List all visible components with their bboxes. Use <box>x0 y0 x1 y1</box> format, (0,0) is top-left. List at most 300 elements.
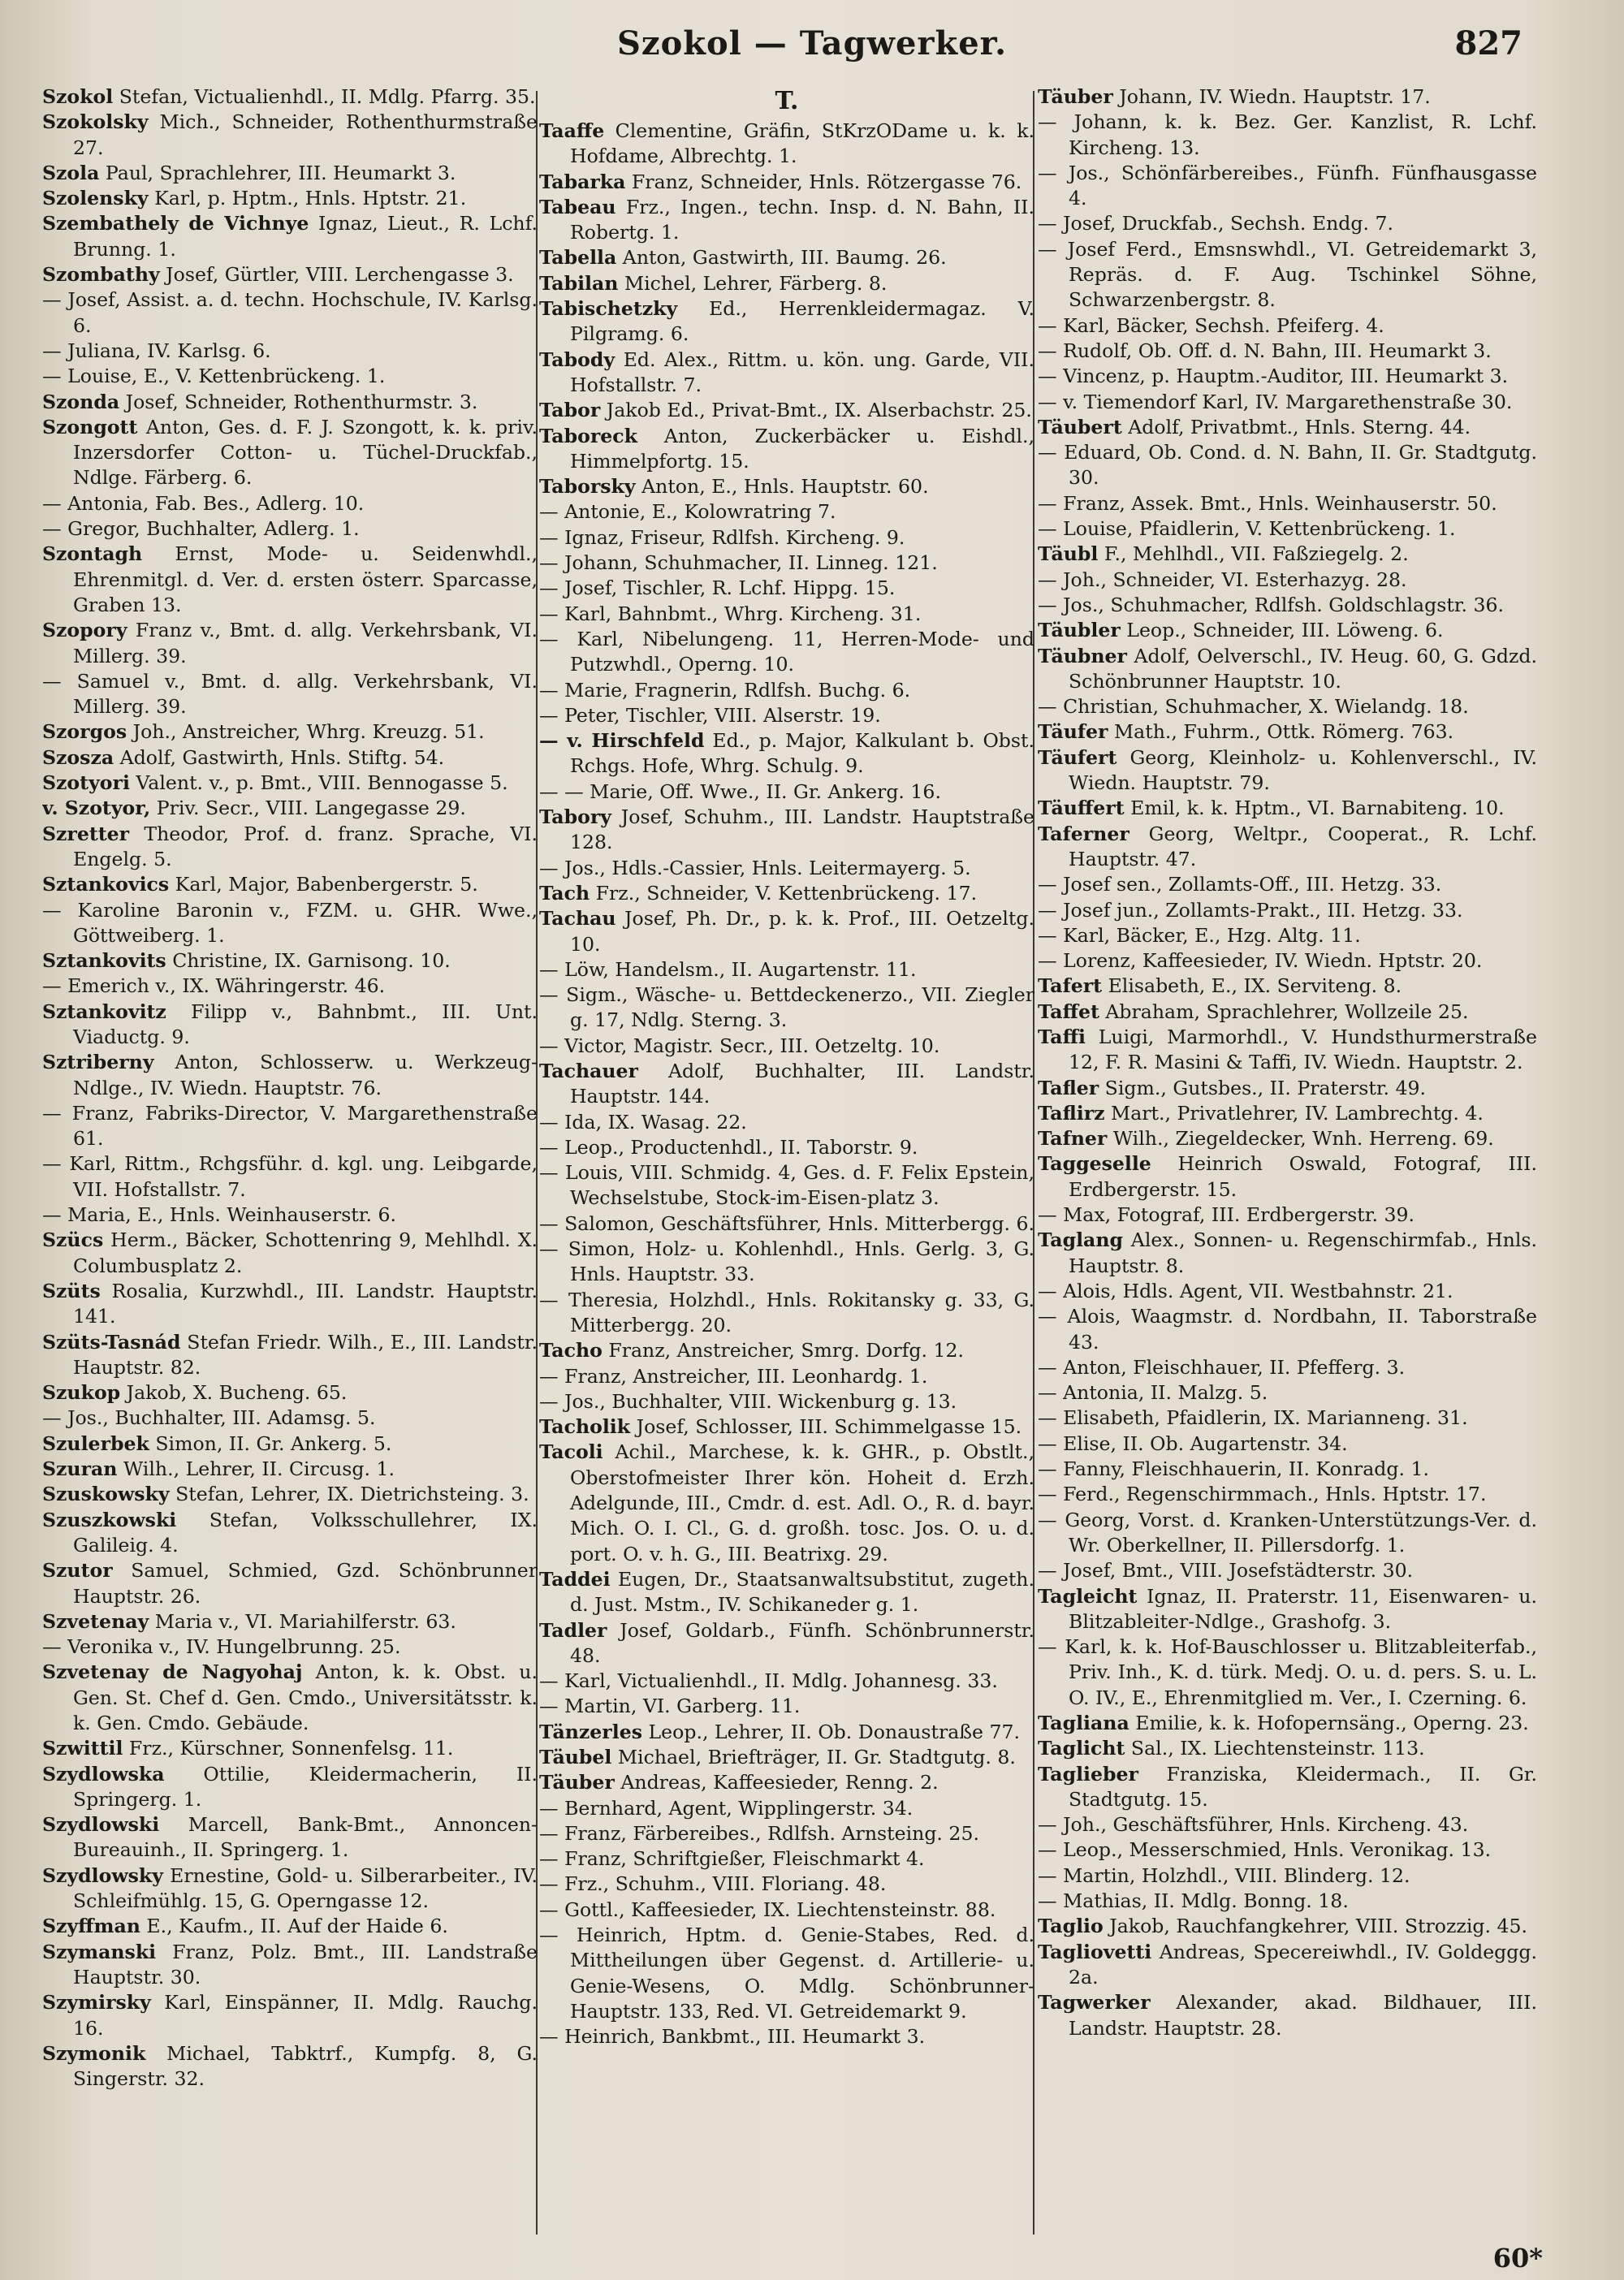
entry-details: — Theresia, Holzhdl., Hnls. Rokitansky g. 33, G. Mitterbergg. 20. <box>539 1288 1034 1336</box>
directory-entry <box>42 1914 538 1939</box>
entry-details: — Peter, Tischler, VIII. Alserstr. 19. <box>539 703 881 727</box>
column-middle <box>539 84 1034 2236</box>
page-title: Szokol — Tagwerker. <box>617 24 1007 63</box>
directory-entry <box>42 516 538 542</box>
entry-details: Clementine, Gräfin, StKrzODame u. k. k. Hofdame, Albrechtg. 1. <box>570 119 1034 168</box>
entry-surname: Taflirz <box>1038 1101 1105 1125</box>
entry-details: — Elise, II. Ob. Augartenstr. 34. <box>1038 1431 1348 1455</box>
directory-entry <box>1038 1380 1537 1406</box>
directory-entry <box>42 1660 538 1736</box>
entry-details: Frz., Schneider, V. Kettenbrückeng. 17. <box>590 881 978 905</box>
entry-details: Wilh., Ziegeldecker, Wnh. Herreng. 69. <box>1107 1127 1494 1151</box>
directory-entry <box>539 602 1034 627</box>
directory-entry <box>539 1389 1034 1414</box>
directory-entry <box>1038 161 1537 212</box>
entry-details: — Josef jun., Zollamts-Prakt., III. Hetzg. 33. <box>1038 898 1463 922</box>
entry-details: Leop., Schneider, III. Löweng. 6. <box>1120 619 1444 642</box>
directory-entry <box>1038 1558 1537 1583</box>
entry-surname: v. Szotyor, <box>42 797 151 820</box>
entry-surname: Szüts-Tasnád <box>42 1330 181 1354</box>
entry-details: Marcell, Bank-Bmt., Annoncen-Bureauinh., II. Springerg. 1. <box>73 1813 538 1862</box>
entry-details: — Karl, k. k. Hof-Bauschlosser u. Blitzableiterfab., Priv. Inh., K. d. türk. Medj. O. u. d. pers. S. u. L. O. IV., E., Ehrenmitglied m. Ver., I. Czerning. 6. <box>1038 1635 1537 1709</box>
entry-surname: Szorgos <box>42 720 127 744</box>
directory-entry <box>539 1898 1034 1923</box>
directory-entry <box>1038 1508 1537 1559</box>
directory-entry <box>539 1770 1034 1795</box>
directory-entry <box>42 796 538 821</box>
entry-surname: Szyffman <box>42 1915 140 1938</box>
entry-details: — Jos., Buchhalter, III. Adamsg. 5. <box>42 1406 376 1430</box>
directory-entry <box>42 771 538 796</box>
directory-entry <box>42 2041 538 2092</box>
directory-entry <box>42 618 538 669</box>
entry-details: Adolf, Privatbmt., Hnls. Sterng. 44. <box>1121 415 1471 438</box>
entry-details: — Mathias, II. Mdlg. Bonng. 18. <box>1038 1889 1349 1913</box>
entry-details: — Jos., Buchhalter, VIII. Wickenburg g. 13. <box>539 1389 957 1413</box>
entry-details: Anton, Gastwirth, III. Baumg. 26. <box>616 246 947 270</box>
entry-surname: Tafler <box>1038 1076 1099 1099</box>
entry-details: Franz, Polz. Bmt., III. Landstraße Hauptstr. 30. <box>73 1940 538 1989</box>
entry-details: Josef, Ph. Dr., p. k. k. Prof., III. Oetzeltg. 10. <box>570 907 1034 956</box>
entry-details: — Johann, k. k. Bez. Ger. Kanzlist, R. Lchf. Kircheng. 13. <box>1038 110 1537 159</box>
directory-entry <box>1038 1634 1537 1711</box>
entry-details: — Karl, Rittm., Rchgsführ. d. kgl. ung. Leibgarde, VII. Hofstallstr. 7. <box>42 1152 538 1201</box>
directory-entry <box>539 245 1034 270</box>
entry-details: Josef, Goldarb., Fünfh. Schönbrunnerstr. 48. <box>570 1618 1034 1667</box>
directory-entry <box>42 1762 538 1813</box>
directory-entry <box>1038 618 1537 643</box>
entry-details: — Antonia, Fab. Bes., Adlerg. 10. <box>42 491 365 515</box>
directory-entry <box>1038 1736 1537 1761</box>
directory-entry <box>42 161 538 186</box>
directory-entry <box>42 110 538 161</box>
entry-surname: Taferner <box>1038 822 1129 845</box>
entry-details: — Christian, Schuhmacher, X. Wielandg. 18. <box>1038 695 1469 719</box>
entry-details: — Martin, VI. Garberg. 11. <box>539 1695 801 1718</box>
entry-details: — Josef, Druckfab., Sechsh. Endg. 7. <box>1038 212 1393 235</box>
entry-details: E., Kaufm., II. Auf der Haide 6. <box>140 1915 448 1938</box>
entry-surname: Tänzerles <box>539 1720 642 1743</box>
entry-details: Karl, p. Hptm., Hnls. Hptstr. 21. <box>148 187 467 210</box>
entry-details: — Karl, Victualienhdl., II. Mdlg. Johannesg. 33. <box>539 1669 998 1693</box>
entry-details: Franziska, Kleidermach., II. Gr. Stadtgutg. 15. <box>1069 1762 1537 1811</box>
directory-entry <box>42 1406 538 1431</box>
entry-details: — Franz, Färbereibes., Rdlfsh. Arnsteing. 25. <box>539 1821 979 1845</box>
directory-entry <box>1038 1457 1537 1482</box>
entry-surname: Taaffe <box>539 119 605 142</box>
entry-surname: Taggeselle <box>1038 1152 1151 1176</box>
directory-entry <box>1038 568 1537 593</box>
entry-surname: Täubel <box>539 1746 612 1768</box>
entry-surname: Täuber <box>539 1771 615 1794</box>
entry-details: Stefan Friedr. Wilh., E., III. Landstr. Hauptstr. 82. <box>73 1330 538 1379</box>
directory-entry <box>539 881 1034 906</box>
directory-entry <box>42 1050 538 1101</box>
entry-details: — Rudolf, Ob. Off. d. N. Bahn, III. Heumarkt 3. <box>1038 339 1492 362</box>
directory-entry <box>539 2024 1034 2049</box>
directory-entry <box>539 1745 1034 1770</box>
entry-details: Michel, Lehrer, Färberg. 8. <box>618 271 888 295</box>
entry-details: Joh., Anstreicher, Whrg. Kreuzg. 51. <box>127 720 485 744</box>
directory-entry <box>42 211 538 262</box>
entry-surname: Täufer <box>1038 720 1108 744</box>
entry-details: Simon, II. Gr. Ankerg. 5. <box>149 1431 392 1455</box>
entry-surname: Sztankovitz <box>42 1000 166 1023</box>
entry-surname: Szutor <box>42 1559 113 1583</box>
entry-surname: Szücs <box>42 1229 104 1252</box>
entry-surname: Szüts <box>42 1279 101 1302</box>
directory-entry <box>1038 822 1537 873</box>
directory-entry <box>539 1720 1034 1745</box>
entry-surname: Tachau <box>539 907 616 931</box>
directory-entry <box>1038 1355 1537 1380</box>
entry-surname: Szosza <box>42 745 114 769</box>
entry-surname: Tabory <box>539 805 611 829</box>
directory-entry <box>42 1609 538 1634</box>
entry-details: Eugen, Dr., Staatsanwaltsubstitut, zugeth. d. Just. Mstm., IV. Schikaneder g. 1. <box>570 1567 1034 1617</box>
entry-surname: Szwittil <box>42 1737 123 1760</box>
directory-entry <box>1038 1431 1537 1457</box>
entry-details: Ernst, Mode- u. Seidenwhdl., Ehrenmitgl. d. Ver. d. ersten österr. Sparcasse, Graben 13. <box>73 542 538 616</box>
directory-entry <box>539 474 1034 499</box>
entry-details: Sigm., Gutsbes., II. Praterstr. 49. <box>1099 1076 1427 1099</box>
entry-surname: Szretter <box>42 822 130 845</box>
directory-entry <box>1038 1025 1537 1076</box>
entry-details: Johann, IV. Wiedn. Hauptstr. 17. <box>1112 85 1431 108</box>
entry-surname: Szvetenay <box>42 1609 149 1633</box>
entry-surname: Tabilan <box>539 271 619 295</box>
entry-details: Christine, IX. Garnisong. 10. <box>166 949 451 973</box>
directory-entry <box>539 119 1034 170</box>
entry-details: Elisabeth, E., IX. Serviteng. 8. <box>1102 974 1402 998</box>
entry-surname: Sztankovics <box>42 873 170 896</box>
directory-entry <box>539 627 1034 678</box>
entry-details: Ernestine, Gold- u. Silberarbeiter., IV. Schleifmühlg. 15, G. Operngasse 12. <box>73 1863 538 1913</box>
entry-details: — Simon, Holz- u. Kohlenhdl., Hnls. Gerlg. 3, G. Hnls. Hauptstr. 33. <box>539 1237 1034 1286</box>
entry-details: — Antonie, E., Kolowratring 7. <box>539 500 836 524</box>
entry-surname: Sztankovits <box>42 949 166 973</box>
directory-entry <box>1038 1076 1537 1101</box>
entry-surname: Tabor <box>539 399 601 422</box>
directory-entry <box>42 872 538 897</box>
entry-details: — Elisabeth, Pfaidlerin, IX. Marianneng. 31. <box>1038 1406 1468 1430</box>
directory-entry <box>42 1330 538 1381</box>
directory-entry <box>42 898 538 949</box>
directory-entry <box>1038 974 1537 999</box>
entry-surname: Tagliana <box>1038 1712 1129 1734</box>
entry-details: Emilie, k. k. Hofopernsäng., Operng. 23. <box>1129 1712 1529 1734</box>
entry-details: — Karl, Nibelungeng. 11, Herren-Mode- und Putzwhdl., Operng. 10. <box>539 627 1034 676</box>
directory-entry <box>1038 1101 1537 1126</box>
entry-details: — Sigm., Wäsche- u. Bettdeckenerzo., VII. Ziegler g. 17, Ndlg. Sterng. 3. <box>539 983 1034 1032</box>
directory-entry <box>1038 872 1537 897</box>
entry-details: Anton, Schlosserw. u. Werkzeug-Ndlge., IV. Wiedn. Hauptstr. 76. <box>73 1051 538 1099</box>
directory-entry <box>1038 1990 1537 2041</box>
entry-details: — Karl, Bäcker, E., Hzg. Altg. 11. <box>1038 923 1361 947</box>
entry-details: Anton, Zuckerbäcker u. Eishdl., Himmelpfortg. 15. <box>570 424 1034 473</box>
directory-entry <box>539 779 1034 805</box>
entry-details: — Max, Fotograf, III. Erdbergerstr. 39. <box>1038 1203 1415 1227</box>
directory-entry <box>42 1000 538 1051</box>
entry-surname: Szukop <box>42 1381 121 1405</box>
directory-entry <box>42 491 538 516</box>
entry-details: Maria v., VI. Mariahilferstr. 63. <box>149 1609 456 1633</box>
entry-surname: Szydlowska <box>42 1762 165 1786</box>
entry-details: Alex., Sonnen- u. Regenschirmfab., Hnls. Hauptstr. 8. <box>1069 1229 1537 1277</box>
entry-surname: Tabeau <box>539 195 616 218</box>
entry-surname: Tafert <box>1038 974 1103 998</box>
directory-entry <box>1038 1482 1537 1507</box>
directory-entry <box>539 424 1034 475</box>
entry-details: Adolf, Oelverschl., IV. Heug. 60, G. Gdzd. Schönbrunner Hauptstr. 10. <box>1069 644 1537 693</box>
entry-details: Herm., Bäcker, Schottenring 9, Mehlhdl. X. Columbusplatz 2. <box>73 1229 538 1277</box>
entry-details: Stefan, Volksschullehrer, IX. Galileig. 4. <box>73 1508 538 1557</box>
directory-entry <box>42 948 538 974</box>
directory-entry <box>42 390 538 415</box>
entry-surname: Tabody <box>539 348 615 371</box>
entry-details: — Joh., Schneider, VI. Esterhazyg. 28. <box>1038 568 1407 591</box>
directory-entry <box>1038 1279 1537 1304</box>
directory-entry <box>42 822 538 873</box>
directory-entry <box>1038 644 1537 695</box>
directory-entry <box>1038 745 1537 797</box>
directory-entry <box>1038 313 1537 339</box>
entry-surname: Täuber <box>1038 85 1113 108</box>
directory-entry <box>539 906 1034 957</box>
page-number: 827 <box>1454 24 1522 63</box>
directory-entry <box>42 287 538 339</box>
entry-surname: Szopory <box>42 619 127 642</box>
directory-entry <box>42 1863 538 1915</box>
entry-details: — Jos., Schuhmacher, Rdlfsh. Goldschlagstr. 36. <box>1038 593 1505 616</box>
directory-entry <box>539 1872 1034 1897</box>
entry-details: Frz., Kürschner, Sonnenfelsg. 11. <box>123 1737 454 1760</box>
entry-surname: Taborsky <box>539 475 636 499</box>
entry-surname: Taboreck <box>539 424 637 447</box>
entry-surname: Szydlowski <box>42 1813 160 1837</box>
entry-surname: Taglicht <box>1038 1737 1125 1760</box>
directory-entry <box>1038 364 1537 389</box>
entry-surname: Taglang <box>1038 1229 1123 1252</box>
directory-entry <box>539 1821 1034 1846</box>
entry-details: Anton, Ges. d. F. J. Szongott, k. k. priv. Inzersdorfer Cotton- u. Tüchel-Druckfab., Ndlge. Färberg. 6. <box>73 415 538 490</box>
directory-entry <box>42 1482 538 1507</box>
directory-entry <box>539 1237 1034 1288</box>
entry-surname: Szuran <box>42 1457 118 1481</box>
directory-entry <box>539 1338 1034 1363</box>
directory-entry <box>1038 719 1537 745</box>
directory-entry <box>539 1796 1034 1821</box>
directory-entry <box>1038 1812 1537 1837</box>
directory-entry <box>539 805 1034 856</box>
entry-surname: Szulerbek <box>42 1431 149 1455</box>
directory-entry <box>42 186 538 211</box>
entry-details: — Anton, Fleischhauer, II. Pfefferg. 3. <box>1038 1355 1406 1379</box>
entry-surname: Taddei <box>539 1567 611 1591</box>
directory-entry <box>1038 516 1537 542</box>
entry-details: Jakob Ed., Privat-Bmt., IX. Alserbachstr. 25. <box>600 399 1032 422</box>
entry-details: Heinrich Oswald, Fotograf, III. Erdbergerstr. 15. <box>1069 1152 1537 1201</box>
directory-entry <box>539 1059 1034 1110</box>
entry-details: Achil., Marchese, k. k. GHR., p. Obstlt., Oberstofmeister Ihrer kön. Hoheit d. Erzh. Adelgunde, III., Cmdr. d. est. Adl. O., R. d. bayr. Mich. O. I. Cl., G. d. großh. tosc. Jos. O. u. d. port. O. v. h. G., III. Beatrixg. 29. <box>570 1440 1034 1565</box>
entry-details: Luigi, Marmorhdl., V. Hundsthurmerstraße 12, F. R. Masini & Taffi, IV. Wiedn. Hauptstr. 2. <box>1069 1025 1537 1074</box>
entry-details: — Karl, Bäcker, Sechsh. Pfeiferg. 4. <box>1038 313 1384 337</box>
entry-surname: Szymanski <box>42 1940 157 1963</box>
entry-surname: Tabarka <box>539 170 626 193</box>
directory-entry <box>42 1279 538 1330</box>
entry-details: — Alois, Hdls. Agent, VII. Westbahnstr. 21. <box>1038 1279 1453 1302</box>
entry-details: — Heinrich, Hptm. d. Genie-Stabes, Red. d. Mittheilungen über Gegenst. d. Artillerie- u. Genie-Wesens, O. Mdlg. Schönbrunner-Hauptstr. 133, Red. VI. Getreidemarkt 9. <box>539 1924 1034 2023</box>
entry-details: — Marie, Fragnerin, Rdlfsh. Buchg. 6. <box>539 678 911 702</box>
directory-entry <box>1038 390 1537 415</box>
entry-details: — Josef, Tischler, R. Lchf. Hippg. 15. <box>539 576 896 600</box>
entry-details: Leop., Lehrer, II. Ob. Donaustraße 77. <box>642 1720 1021 1743</box>
directory-entry <box>1038 923 1537 948</box>
directory-entry <box>539 271 1034 296</box>
entry-surname: Sztriberny <box>42 1051 154 1074</box>
entry-details: — Josef, Bmt., VIII. Josefstädterstr. 30. <box>1038 1559 1414 1583</box>
entry-details: Karl, Einspänner, II. Mdlg. Rauchg. 16. <box>73 1991 538 2040</box>
entry-details: Andreas, Kaffeesieder, Renng. 2. <box>614 1771 939 1794</box>
entry-surname: Tabischetzky <box>539 297 678 321</box>
entry-details: — Bernhard, Agent, Wipplingerstr. 34. <box>539 1796 914 1820</box>
entry-surname: Szymirsky <box>42 1991 151 2014</box>
entry-details: Math., Fuhrm., Ottk. Römerg. 763. <box>1108 720 1454 744</box>
entry-details: Franz v., Bmt. d. allg. Verkehrsbank, VI. Millerg. 39. <box>73 619 538 667</box>
directory-entry <box>42 1558 538 1609</box>
entry-details: Georg, Kleinholz- u. Kohlenverschl., IV. Wiedn. Hauptstr. 79. <box>1069 745 1537 795</box>
entry-details: — Fanny, Fleischhauerin, II. Konradg. 1. <box>1038 1457 1429 1481</box>
entry-details: Rosalia, Kurzwhdl., III. Landstr. Hauptstr. 141. <box>73 1279 538 1328</box>
entry-details: — Frz., Schuhm., VIII. Floriang. 48. <box>539 1872 887 1896</box>
signature-mark: 60* <box>1492 2243 1543 2274</box>
directory-entry <box>539 348 1034 399</box>
directory-entry <box>1038 1126 1537 1151</box>
entry-surname: Taglio <box>1038 1915 1104 1938</box>
directory-entry <box>539 1923 1034 2024</box>
directory-entry <box>1038 211 1537 236</box>
directory-entry <box>1038 1863 1537 1889</box>
entry-surname: Taffi <box>1038 1025 1086 1048</box>
entry-details: Priv. Secr., VIII. Langegasse 29. <box>150 797 466 820</box>
directory-entry <box>1038 1889 1537 1914</box>
directory-entry <box>539 678 1034 703</box>
directory-entry <box>42 1203 538 1228</box>
directory-entry <box>42 1431 538 1457</box>
section-letter: T. <box>775 87 799 115</box>
directory-entry <box>539 1694 1034 1719</box>
directory-entry <box>42 1812 538 1863</box>
directory-entry <box>1038 542 1537 567</box>
entry-surname: Szydlowsky <box>42 1863 163 1887</box>
entry-details: Ottilie, Kleidermacherin, II. Springerg. 1. <box>73 1762 538 1811</box>
directory-entry <box>42 719 538 745</box>
entry-details: Josef, Gürtler, VIII. Lerchengasse 3. <box>159 263 514 287</box>
entry-details: — Heinrich, Bankbmt., III. Heumarkt 3. <box>539 2025 926 2049</box>
directory-entry <box>539 1567 1034 1618</box>
entry-details: Andreas, Specereiwhdl., IV. Goldeggg. 2a. <box>1069 1940 1537 1989</box>
entry-details: Emil, k. k. Hptm., VI. Barnabiteng. 10. <box>1124 797 1505 820</box>
directory-entry <box>1038 1940 1537 1991</box>
directory-entry <box>42 1508 538 1559</box>
page-header <box>0 21 1624 70</box>
directory-entry <box>1038 339 1537 364</box>
entry-details: Samuel, Schmied, Gzd. Schönbrunner Hauptstr. 26. <box>73 1559 538 1608</box>
directory-entry <box>539 1110 1034 1135</box>
entry-details: Mart., Privatlehrer, IV. Lambrechtg. 4. <box>1104 1101 1484 1125</box>
directory-entry <box>539 982 1034 1034</box>
directory-entry <box>539 1618 1034 1669</box>
entry-surname: Tadler <box>539 1618 607 1642</box>
entry-details: — Antonia, II. Malzg. 5. <box>1038 1381 1268 1405</box>
directory-entry <box>1038 84 1537 110</box>
entry-details: — Josef, Assist. a. d. techn. Hochschule, IV. Karlsg. 6. <box>42 288 538 337</box>
entry-surname: Tacoli <box>539 1440 603 1464</box>
directory-entry <box>42 1101 538 1152</box>
directory-entry <box>539 576 1034 601</box>
entry-details: — Franz, Schriftgießer, Fleischmarkt 4. <box>539 1847 925 1871</box>
entry-surname: Szembathely de Vichnye <box>42 212 309 235</box>
directory-entry <box>42 262 538 287</box>
entry-details: Ignaz, Lieut., R. Lchf. Brunng. 1. <box>73 212 538 261</box>
directory-entry <box>1038 694 1537 719</box>
entry-surname: Szymonik <box>42 2041 146 2065</box>
directory-entry <box>1038 1762 1537 1813</box>
entry-details: Mich., Schneider, Rothenthurmstraße 27. <box>73 110 538 159</box>
entry-details: Josef, Schneider, Rothenthurmstr. 3. <box>119 390 478 413</box>
entry-details: — Ferd., Regenschirmmach., Hnls. Hptstr. 17. <box>1038 1483 1487 1506</box>
entry-details: — Franz, Assek. Bmt., Hnls. Weinhauserstr. 50. <box>1038 491 1497 515</box>
directory-entry <box>1038 1406 1537 1431</box>
directory-entry <box>1038 1000 1537 1025</box>
directory-entry <box>1038 1203 1537 1228</box>
entry-details: — Juliana, IV. Karlsg. 6. <box>42 339 271 362</box>
entry-details: Ed., p. Major, Kalkulant b. Obst. Rchgs. Hofe, Whrg. Schulg. 9. <box>570 729 1034 778</box>
directory-entry <box>539 1288 1034 1339</box>
directory-entry <box>1038 491 1537 516</box>
entry-surname: Tacho <box>539 1339 603 1362</box>
column-left <box>42 84 538 2236</box>
entry-surname: Tafner <box>1038 1127 1108 1151</box>
entry-details: Michael, Tabktrf., Kumpfg. 8, G. Singerstr. 32. <box>73 2041 538 2091</box>
entry-details: — Victor, Magistr. Secr., III. Oetzeltg. 10. <box>539 1034 940 1057</box>
entry-surname: Täubner <box>1038 644 1127 667</box>
entry-surname: Szolensky <box>42 187 149 210</box>
directory-entry <box>42 84 538 110</box>
entry-surname: Täuffert <box>1038 797 1125 820</box>
entry-surname: Tagliovetti <box>1038 1940 1152 1963</box>
directory-entry <box>539 1440 1034 1566</box>
entry-details: — Ida, IX. Wasag. 22. <box>539 1110 747 1134</box>
directory-entry <box>539 1211 1034 1237</box>
entry-details: Paul, Sprachlehrer, III. Heumarkt 3. <box>99 161 456 184</box>
entry-details: — Joh., Geschäftsführer, Hnls. Kircheng. 43. <box>1038 1813 1469 1837</box>
directory-entry <box>1038 415 1537 440</box>
entry-surname: Tacholik <box>539 1415 631 1439</box>
entry-surname: Szongott <box>42 415 138 438</box>
directory-entry <box>42 364 538 389</box>
directory-entry <box>42 1151 538 1203</box>
entry-details: — Johann, Schuhmacher, II. Linneg. 121. <box>539 551 938 575</box>
entry-surname: Taglieber <box>1038 1762 1138 1786</box>
directory-entry <box>1038 1304 1537 1355</box>
directory-entry <box>1038 593 1537 618</box>
entry-details: Theodor, Prof. d. franz. Sprache, VI. Engelg. 5. <box>73 822 538 870</box>
entry-details: Ignaz, II. Praterstr. 11, Eisenwaren- u. Blitzableiter-Ndlge., Grashofg. 3. <box>1069 1584 1537 1633</box>
entry-surname: Szola <box>42 161 100 184</box>
entry-details: — Maria, E., Hnls. Weinhauserstr. 6. <box>42 1203 396 1227</box>
entry-surname: Szuskowsky <box>42 1483 170 1506</box>
